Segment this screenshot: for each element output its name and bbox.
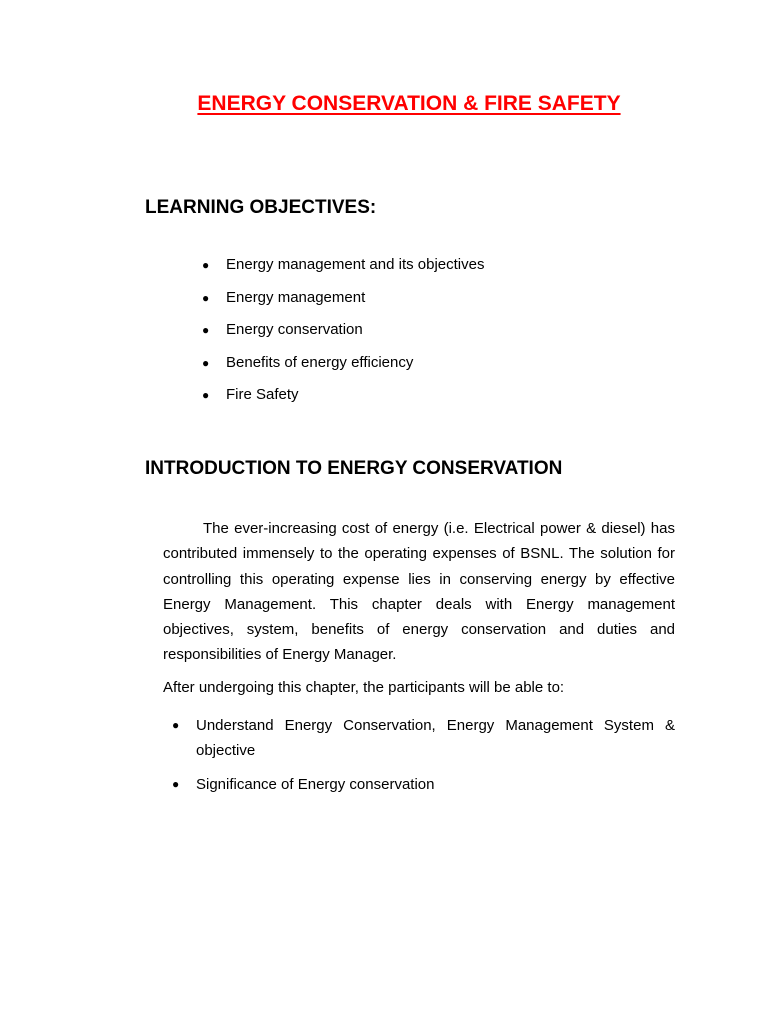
list-item bbox=[200, 353, 484, 386]
bullet-icon: ● bbox=[202, 258, 210, 272]
participants-intro-text: After undergoing this chapter, the participants will be able to: bbox=[163, 679, 565, 696]
list-item bbox=[200, 288, 484, 321]
list-item bbox=[200, 255, 484, 288]
introduction-paragraph: The ever-increasing cost of energy (i.e. Electrical power & diesel) has contributed immensely to the operating expenses of BSNL. The solution for controlling this operating expense lies in conserving energy by effective Energy Management. This chapter deals with Energy management objectives, system, benefits of energy conservation and duties and responsibilities of Energy Manager. bbox=[163, 520, 675, 664]
bullet-icon: ● bbox=[172, 718, 180, 732]
list-item-text: Significance of Energy conservation bbox=[196, 776, 435, 793]
list-item bbox=[170, 772, 675, 797]
list-item-text: Energy management and its objectives bbox=[226, 256, 485, 273]
bullet-icon: ● bbox=[202, 323, 210, 337]
list-item bbox=[170, 713, 675, 763]
learning-objectives-list bbox=[200, 255, 484, 418]
bullet-icon: ● bbox=[202, 290, 210, 305]
list-item-text: Energy management bbox=[226, 288, 366, 306]
bullet-icon: ● bbox=[202, 355, 210, 370]
list-item-text: Benefits of energy efficiency bbox=[226, 353, 414, 371]
list-item bbox=[200, 320, 484, 353]
list-item-text: Energy conservation bbox=[226, 321, 363, 338]
outcomes-list bbox=[170, 713, 675, 806]
document-title: ENERGY CONSERVATION & FIRE SAFETY bbox=[197, 92, 621, 115]
list-item bbox=[200, 385, 484, 418]
list-item-text: Understand Energy Conservation, Energy Management System & objective bbox=[196, 717, 675, 759]
learning-objectives-heading: LEARNING OBJECTIVES: bbox=[145, 197, 377, 218]
list-item-text: Fire Safety bbox=[226, 386, 299, 403]
bullet-icon: ● bbox=[202, 388, 210, 402]
introduction-heading: INTRODUCTION TO ENERGY CONSERVATION bbox=[145, 458, 563, 479]
bullet-icon: ● bbox=[172, 777, 180, 791]
